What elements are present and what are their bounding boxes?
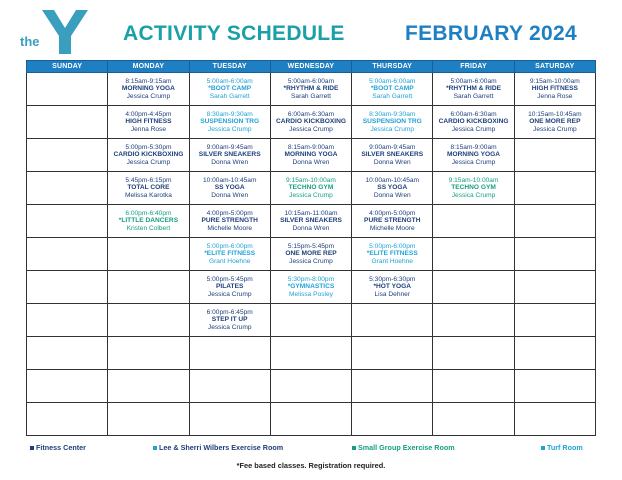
schedule-cell xyxy=(514,304,595,337)
class-entry xyxy=(433,144,513,166)
page-title: ACTIVITY SCHEDULE xyxy=(123,22,345,45)
class-entry xyxy=(108,144,188,166)
class-name: *GYMNASTICS xyxy=(287,283,335,291)
schedule-cell xyxy=(433,304,514,337)
class-time: 8:30am-9:30am xyxy=(369,110,416,118)
instructor-name: Jessica Crump xyxy=(533,125,577,133)
schedule-row xyxy=(27,370,596,403)
instructor-name: Melissa Karotka xyxy=(124,191,172,199)
class-entry xyxy=(433,111,513,133)
schedule-cell xyxy=(514,271,595,304)
instructor-name: Grant Hoehne xyxy=(371,257,413,265)
schedule-cell xyxy=(189,403,270,436)
class-name: SUSPENSION TRG xyxy=(200,118,260,126)
schedule-cell xyxy=(433,403,514,436)
class-entry xyxy=(352,210,432,232)
instructor-name: Lisa Dehner xyxy=(374,290,411,298)
class-time: 5:30pm-6:30pm xyxy=(369,275,416,283)
schedule-cell xyxy=(27,370,108,403)
class-time: 8:30am-9:30am xyxy=(206,110,253,118)
class-name: MORNING YOGA xyxy=(447,151,501,159)
class-entry xyxy=(190,78,270,100)
schedule-cell xyxy=(514,139,595,172)
schedule-cell xyxy=(433,205,514,238)
schedule-cell xyxy=(108,205,189,238)
class-entry xyxy=(515,111,595,133)
schedule-cell xyxy=(433,370,514,403)
class-name: PURE STRENGTH xyxy=(364,217,421,225)
instructor-name: Jessica Crump xyxy=(207,125,252,133)
schedule-cell xyxy=(514,172,595,205)
class-entry xyxy=(433,177,513,199)
schedule-cell xyxy=(514,106,595,139)
class-time: 4:00pm-4:45pm xyxy=(125,110,172,118)
instructor-name: Michelle Moore xyxy=(207,224,253,232)
class-name: HIGH FITNESS xyxy=(531,85,578,93)
instructor-name: Grant Hoehne xyxy=(208,257,251,265)
class-entry xyxy=(108,111,188,133)
class-entry xyxy=(271,111,351,133)
schedule-cell xyxy=(189,238,270,271)
class-entry xyxy=(352,276,432,298)
class-time: 5:00pm-5:30pm xyxy=(125,143,172,151)
legend-label: Turf Room xyxy=(547,443,583,452)
schedule-cell xyxy=(352,370,433,403)
class-entry xyxy=(108,177,188,199)
schedule-row xyxy=(27,271,596,304)
schedule-cell xyxy=(270,172,351,205)
schedule-cell xyxy=(27,337,108,370)
class-time: 6:00pm-6:40pm xyxy=(125,209,172,217)
class-time: 10:00am-10:45am xyxy=(202,176,257,184)
class-name: SUSPENSION TRG xyxy=(362,118,422,126)
instructor-name: Jessica Crump xyxy=(289,257,333,265)
instructor-name: Jessica Crump xyxy=(451,191,496,199)
class-time: 5:00pm-6:00pm xyxy=(369,242,416,250)
schedule-cell xyxy=(514,73,595,106)
instructor-name: Donna Wren xyxy=(373,191,411,199)
class-name: *RHYTHM & RIDE xyxy=(446,85,502,93)
legend-label: Lee & Sherri Wilbers Exercise Room xyxy=(159,443,284,452)
schedule-cell xyxy=(27,139,108,172)
legend-item xyxy=(153,443,283,452)
legend-label: Small Group Exercise Room xyxy=(358,443,455,452)
schedule-cell xyxy=(189,172,270,205)
class-entry xyxy=(433,78,513,100)
class-name: TECHNO GYM xyxy=(288,184,334,192)
class-entry xyxy=(190,309,270,331)
legend-item xyxy=(352,443,455,452)
fee-note: *Fee based classes. Registration required. xyxy=(236,461,386,470)
instructor-name: Donna Wren xyxy=(211,191,249,199)
instructor-name: Jessica Crump xyxy=(207,290,252,298)
schedule-cell xyxy=(433,139,514,172)
legend-swatch xyxy=(30,446,34,450)
class-name: STEP IT UP xyxy=(211,316,248,324)
class-time: 6:00pm-6:45pm xyxy=(206,308,253,316)
class-time: 5:00am-6:00am xyxy=(450,77,497,85)
schedule-cell xyxy=(270,304,351,337)
instructor-name: Sarah Garrett xyxy=(209,92,250,100)
day-header: SATURDAY xyxy=(514,61,595,73)
class-name: HIGH FITNESS xyxy=(125,118,172,126)
instructor-name: Sarah Garrett xyxy=(453,92,494,100)
schedule-cell xyxy=(189,139,270,172)
class-entry xyxy=(271,243,351,265)
legend-swatch xyxy=(352,446,356,450)
schedule-cell xyxy=(108,139,189,172)
instructor-name: Jessica Crump xyxy=(289,191,333,199)
class-name: ONE MORE REP xyxy=(529,118,581,126)
schedule-cell xyxy=(270,403,351,436)
schedule-cell xyxy=(27,271,108,304)
class-time: 4:00pm-5:00pm xyxy=(206,209,253,217)
schedule-cell xyxy=(27,205,108,238)
class-time: 5:00am-6:00am xyxy=(369,77,416,85)
schedule-cell xyxy=(433,238,514,271)
schedule-cell xyxy=(27,304,108,337)
class-entry xyxy=(190,276,270,298)
class-time: 5:45pm-6:15pm xyxy=(125,176,172,184)
schedule-cell xyxy=(352,337,433,370)
schedule-cell xyxy=(108,106,189,139)
class-entry xyxy=(352,111,432,133)
instructor-name: Donna Wren xyxy=(292,158,330,166)
class-time: 9:00am-9:45am xyxy=(369,143,416,151)
schedule-row xyxy=(27,337,596,370)
day-header: MONDAY xyxy=(108,61,189,73)
class-entry xyxy=(352,144,432,166)
schedule-cell xyxy=(189,370,270,403)
schedule-row xyxy=(27,73,596,106)
class-entry xyxy=(271,177,351,199)
class-name: TOTAL CORE xyxy=(127,184,170,192)
class-time: 5:30pm-8:00pm xyxy=(287,275,335,283)
schedule-cell xyxy=(108,370,189,403)
schedule-cell xyxy=(352,172,433,205)
class-time: 9:15am-10:00am xyxy=(286,176,336,184)
schedule-cell xyxy=(189,106,270,139)
class-name: SILVER SNEAKERS xyxy=(198,151,261,159)
day-header: THURSDAY xyxy=(352,61,433,73)
schedule-cell xyxy=(352,304,433,337)
schedule-cell xyxy=(27,106,108,139)
class-entry xyxy=(190,144,270,166)
class-entry xyxy=(271,78,351,100)
schedule-cell xyxy=(514,403,595,436)
schedule-cell xyxy=(352,205,433,238)
class-entry xyxy=(190,177,270,199)
legend-label: Fitness Center xyxy=(36,443,86,452)
class-name: CARDIO KICKBOXING xyxy=(113,151,184,159)
month-title: FEBRUARY 2024 xyxy=(405,22,577,45)
schedule-cell xyxy=(352,403,433,436)
class-name: TECHNO GYM xyxy=(451,184,496,192)
instructor-name: Michelle Moore xyxy=(369,224,415,232)
instructor-name: Sarah Garrett xyxy=(372,92,413,100)
day-header-row xyxy=(27,61,596,73)
instructor-name: Donna Wren xyxy=(211,158,249,166)
schedule-cell xyxy=(270,106,351,139)
class-name: PILATES xyxy=(216,283,244,291)
class-time: 5:00am-6:00am xyxy=(206,77,253,85)
class-name: PURE STRENGTH xyxy=(201,217,258,225)
schedule-table xyxy=(26,60,596,436)
class-time: 5:00pm-6:00pm xyxy=(206,242,253,250)
schedule-cell xyxy=(189,73,270,106)
class-name: CARDIO KICKBOXING xyxy=(276,118,346,126)
instructor-name: Donna Wren xyxy=(292,224,330,232)
schedule-cell xyxy=(352,271,433,304)
class-entry xyxy=(190,243,270,265)
class-name: SS YOGA xyxy=(377,184,408,192)
instructor-name: Jenna Rose xyxy=(130,125,167,133)
class-time: 8:15am-9:15am xyxy=(125,77,172,85)
class-entry xyxy=(515,78,595,100)
class-name: *HOT YOGA xyxy=(373,283,412,291)
class-time: 10:15am-11:00am xyxy=(284,209,338,217)
class-name: MORNING YOGA xyxy=(284,151,338,159)
class-name: MORNING YOGA xyxy=(121,85,175,93)
class-time: 5:00am-6:00am xyxy=(287,77,335,85)
legend-item xyxy=(30,443,86,452)
class-entry xyxy=(108,210,188,232)
ymca-logo xyxy=(6,8,86,52)
instructor-name: Kristen Colbert xyxy=(126,224,171,232)
schedule-cell xyxy=(189,337,270,370)
instructor-name: Jessica Crump xyxy=(289,125,333,133)
day-header: SUNDAY xyxy=(27,61,108,73)
instructor-name: Donna Wren xyxy=(373,158,411,166)
schedule-row xyxy=(27,106,596,139)
class-time: 10:00am-10:45am xyxy=(365,176,420,184)
schedule-cell xyxy=(189,304,270,337)
class-name: SILVER SNEAKERS xyxy=(280,217,342,225)
schedule-cell xyxy=(108,337,189,370)
class-entry xyxy=(271,144,351,166)
schedule-cell xyxy=(270,139,351,172)
schedule-row xyxy=(27,238,596,271)
schedule-cell xyxy=(352,73,433,106)
schedule-cell xyxy=(514,238,595,271)
instructor-name: Jessica Crump xyxy=(451,158,496,166)
instructor-name: Jessica Crump xyxy=(451,125,496,133)
class-time: 5:00pm-5:45pm xyxy=(206,275,253,283)
class-time: 4:00pm-5:00pm xyxy=(369,209,416,217)
class-entry xyxy=(190,111,270,133)
class-time: 9:15am-10:00am xyxy=(529,77,580,85)
schedule-cell xyxy=(270,73,351,106)
schedule-row xyxy=(27,304,596,337)
schedule-cell xyxy=(108,73,189,106)
schedule-cell xyxy=(352,139,433,172)
class-name: SILVER SNEAKERS xyxy=(361,151,424,159)
schedule-cell xyxy=(352,238,433,271)
class-name: *BOOT CAMP xyxy=(370,85,414,93)
class-entry xyxy=(271,210,351,232)
schedule-cell xyxy=(433,172,514,205)
schedule-cell xyxy=(514,337,595,370)
schedule-cell xyxy=(433,337,514,370)
schedule-row xyxy=(27,172,596,205)
class-name: SS YOGA xyxy=(214,184,245,192)
schedule-cell xyxy=(108,238,189,271)
ymca-y-icon xyxy=(42,10,88,54)
schedule-cell xyxy=(27,73,108,106)
schedule-cell xyxy=(270,205,351,238)
instructor-name: Jessica Crump xyxy=(126,158,171,166)
class-name: *ELITE FITNESS xyxy=(366,250,418,258)
class-name: *RHYTHM & RIDE xyxy=(283,85,339,93)
instructor-name: Sarah Garrett xyxy=(291,92,331,100)
schedule-cell xyxy=(433,271,514,304)
class-entry xyxy=(271,276,351,298)
schedule-cell xyxy=(189,271,270,304)
schedule-body xyxy=(27,73,596,436)
schedule-cell xyxy=(270,337,351,370)
class-time: 5:15pm-5:45pm xyxy=(287,242,335,250)
class-entry xyxy=(108,78,188,100)
day-header: WEDNESDAY xyxy=(270,61,351,73)
schedule-cell xyxy=(270,271,351,304)
class-entry xyxy=(190,210,270,232)
instructor-name: Jessica Crump xyxy=(126,92,171,100)
schedule-row xyxy=(27,139,596,172)
schedule-cell xyxy=(433,73,514,106)
class-time: 10:15am-10:45am xyxy=(528,110,582,118)
class-name: *ELITE FITNESS xyxy=(204,250,256,258)
class-name: *BOOT CAMP xyxy=(208,85,252,93)
class-time: 8:15am-9:00am xyxy=(287,143,335,151)
schedule-cell xyxy=(27,403,108,436)
legend-swatch xyxy=(153,446,157,450)
schedule-cell xyxy=(270,370,351,403)
schedule-cell xyxy=(433,106,514,139)
class-entry xyxy=(352,243,432,265)
day-header: TUESDAY xyxy=(189,61,270,73)
schedule-cell xyxy=(514,205,595,238)
class-time: 9:15am-10:00am xyxy=(448,176,499,184)
schedule-cell xyxy=(108,172,189,205)
class-name: CARDIO KICKBOXING xyxy=(438,118,509,126)
class-entry xyxy=(352,78,432,100)
logo-text: the xyxy=(20,34,40,49)
schedule-cell xyxy=(189,205,270,238)
schedule-cell xyxy=(27,172,108,205)
class-name: *LITTLE DANCERS xyxy=(118,217,179,225)
instructor-name: Melissa Posley xyxy=(288,290,333,298)
schedule-cell xyxy=(108,403,189,436)
class-entry xyxy=(352,177,432,199)
class-time: 6:00am-6:30am xyxy=(287,110,335,118)
class-time: 6:00am-6:30am xyxy=(450,110,497,118)
schedule-row xyxy=(27,403,596,436)
class-name: ONE MORE REP xyxy=(285,250,337,258)
day-header: FRIDAY xyxy=(433,61,514,73)
schedule-cell xyxy=(352,106,433,139)
class-time: 9:00am-9:45am xyxy=(206,143,253,151)
class-time: 8:15am-9:00am xyxy=(450,143,497,151)
schedule-cell xyxy=(514,370,595,403)
schedule-cell xyxy=(108,304,189,337)
legend-item xyxy=(541,443,583,452)
schedule-row xyxy=(27,205,596,238)
instructor-name: Jessica Crump xyxy=(207,323,252,331)
legend-swatch xyxy=(541,446,545,450)
instructor-name: Jessica Crump xyxy=(370,125,415,133)
schedule-cell xyxy=(27,238,108,271)
instructor-name: Jenna Rose xyxy=(537,92,573,100)
schedule-cell xyxy=(270,238,351,271)
schedule-cell xyxy=(108,271,189,304)
